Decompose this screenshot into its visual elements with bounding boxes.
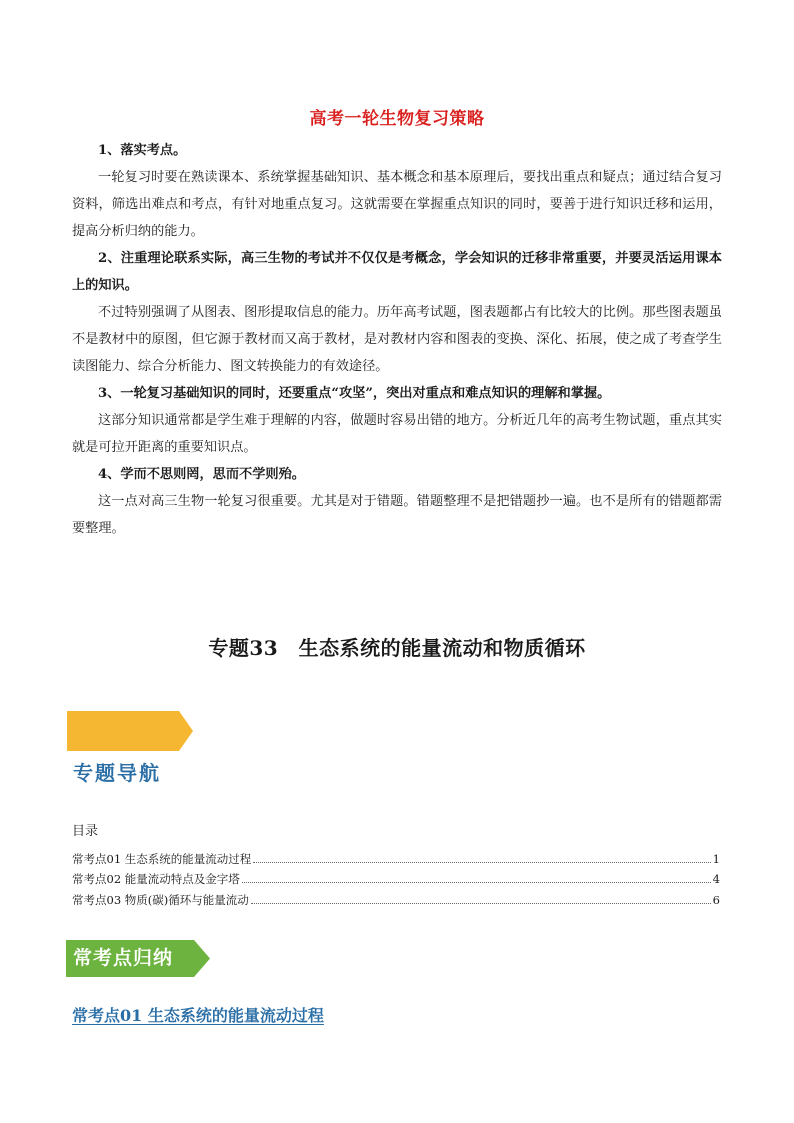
- table-of-contents: [72, 845, 720, 907]
- toc-entry[interactable]: [72, 866, 720, 887]
- navigation-banner-shape: [67, 711, 197, 751]
- strategy-paragraph: 2、注重理论联系实际，高三生物的考试并不仅仅是考概念，学会知识的迁移非常重要，并要灵活运用课本上的知识。: [72, 251, 722, 293]
- strategy-title: 高考一轮生物复习策略: [309, 109, 485, 129]
- toc-leader-dots: [242, 881, 711, 883]
- strategy-paragraph: 3、一轮复习基础知识的同时，还要重点“攻坚”，突出对重点和难点知识的理解和掌握。: [98, 386, 611, 401]
- toc-entry-page[interactable]: 6: [712, 892, 720, 907]
- toc-label: 目录: [72, 824, 99, 839]
- toc-entry-text[interactable]: 常考点03 物质(碳)循环与能量流动: [72, 892, 249, 907]
- toc-leader-dots: [251, 902, 711, 904]
- toc-entry-text[interactable]: 常考点02 能量流动特点及金字塔: [72, 872, 240, 886]
- toc-leader-dots: [253, 861, 710, 863]
- strategy-paragraph: 4、学而不思则罔，思而不学则殆。: [98, 467, 305, 482]
- strategy-paragraph: 这一点对高三生物一轮复习很重要。尤其是对于错题。错题整理不是把错题抄一遍。也不是所有的错题都需要整理。: [72, 494, 722, 536]
- strategy-paragraph: 这部分知识通常都是学生难于理解的内容，做题时容易出错的地方。分析近几年的高考生物试题，重点其实就是可拉开距离的重要知识点。: [72, 413, 722, 455]
- summary-title: 常考点归纳: [73, 947, 174, 969]
- navigation-title: 专题导航: [73, 761, 161, 785]
- toc-entry-page[interactable]: 4: [712, 872, 720, 886]
- section-heading-link[interactable]: 常考点01 生态系统的能量流动过程: [72, 1006, 324, 1025]
- toc-entry-text[interactable]: 常考点01 生态系统的能量流动过程: [72, 851, 252, 866]
- toc-entry[interactable]: [72, 886, 720, 907]
- strategy-body: [72, 137, 722, 542]
- toc-entry-page[interactable]: 1: [712, 851, 720, 866]
- strategy-paragraph: 1、落实考点。: [98, 143, 187, 158]
- strategy-paragraph: 一轮复习时要在熟读课本、系统掌握基础知识、基本概念和基本原理后，要找出重点和疑点；通过结合复习资料，筛选出难点和考点，有针对地重点复习。这就需要在掌握重点知识的同时，要善于进行知识迁移和运用，提高分析归纳的能力。: [72, 170, 722, 239]
- topic-title: 专题33 生态系统的能量流动和物质循环: [208, 636, 586, 660]
- toc-entry[interactable]: [72, 845, 720, 866]
- strategy-paragraph: 不过特别强调了从图表、图形提取信息的能力。历年高考试题，图表题都占有比较大的比例。那些图表题虽不是教材中的原图，但它源于教材而又高于教材，是对教材内容和图表的变换、深化、拓展，使之成了考查学生读图能力、综合分析能力、图文转换能力的有效途径。: [72, 305, 722, 374]
